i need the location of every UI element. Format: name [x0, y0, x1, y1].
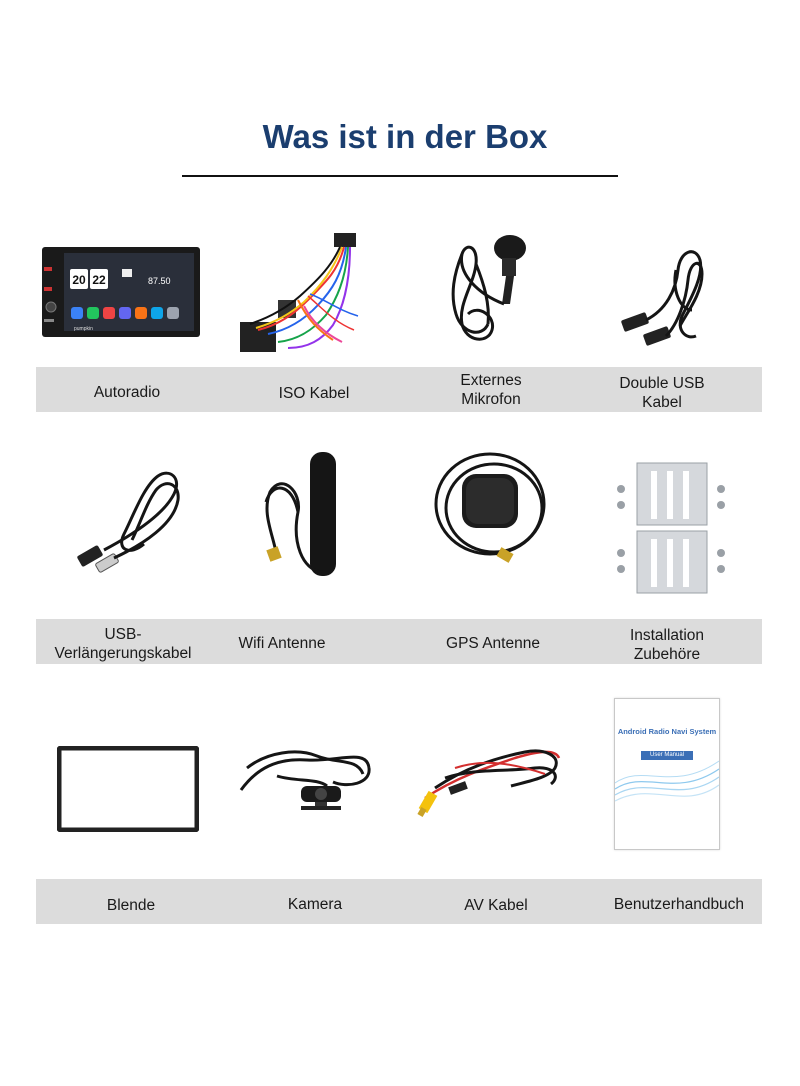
microphone-icon	[448, 234, 534, 346]
label-av-kabel: AV Kabel	[464, 897, 528, 914]
label-usb-verlaengerungskabel: USB- Verlängerungskabel	[54, 626, 192, 662]
camera-icon	[237, 738, 375, 814]
label-installation-zubehoere: Installation Zubehöre	[629, 627, 705, 663]
label-blende: Blende	[106, 897, 156, 914]
radio-brand: pumpkin	[74, 326, 93, 332]
manual-icon	[614, 698, 720, 850]
label-externes-mikrofon: Externes Mikrofon	[460, 372, 522, 408]
page-title: Was ist in der Box	[262, 118, 548, 155]
title-divider	[182, 175, 618, 177]
label-benutzerhandbuch: Benutzerhandbuch	[613, 896, 745, 913]
radio-clock-minutes: 22	[92, 273, 106, 287]
frame-icon	[57, 746, 199, 832]
mounting-brackets-icon	[611, 459, 731, 599]
manual-subtitle: User Manual	[641, 751, 693, 760]
label-double-usb-kabel: Double USB Kabel	[619, 375, 705, 411]
label-gps-antenne: GPS Antenne	[446, 635, 540, 652]
av-cable-icon	[415, 738, 563, 818]
radio-clock-hours: 20	[72, 273, 86, 287]
usb-cable-icon	[616, 240, 708, 352]
usb-extension-cable-icon	[74, 464, 186, 576]
wifi-antenna-icon	[262, 452, 346, 580]
radio-frequency: 87.50	[148, 276, 171, 286]
label-iso-kabel: ISO Kabel	[278, 385, 350, 402]
label-wifi-antenne: Wifi Antenne	[238, 635, 326, 652]
label-autoradio: Autoradio	[93, 384, 161, 401]
gps-antenna-icon	[432, 446, 550, 574]
iso-cable-icon	[238, 230, 364, 358]
manual-title: Android Radio Navi System	[617, 727, 717, 736]
label-kamera: Kamera	[287, 896, 343, 913]
car-radio-icon	[42, 247, 200, 337]
